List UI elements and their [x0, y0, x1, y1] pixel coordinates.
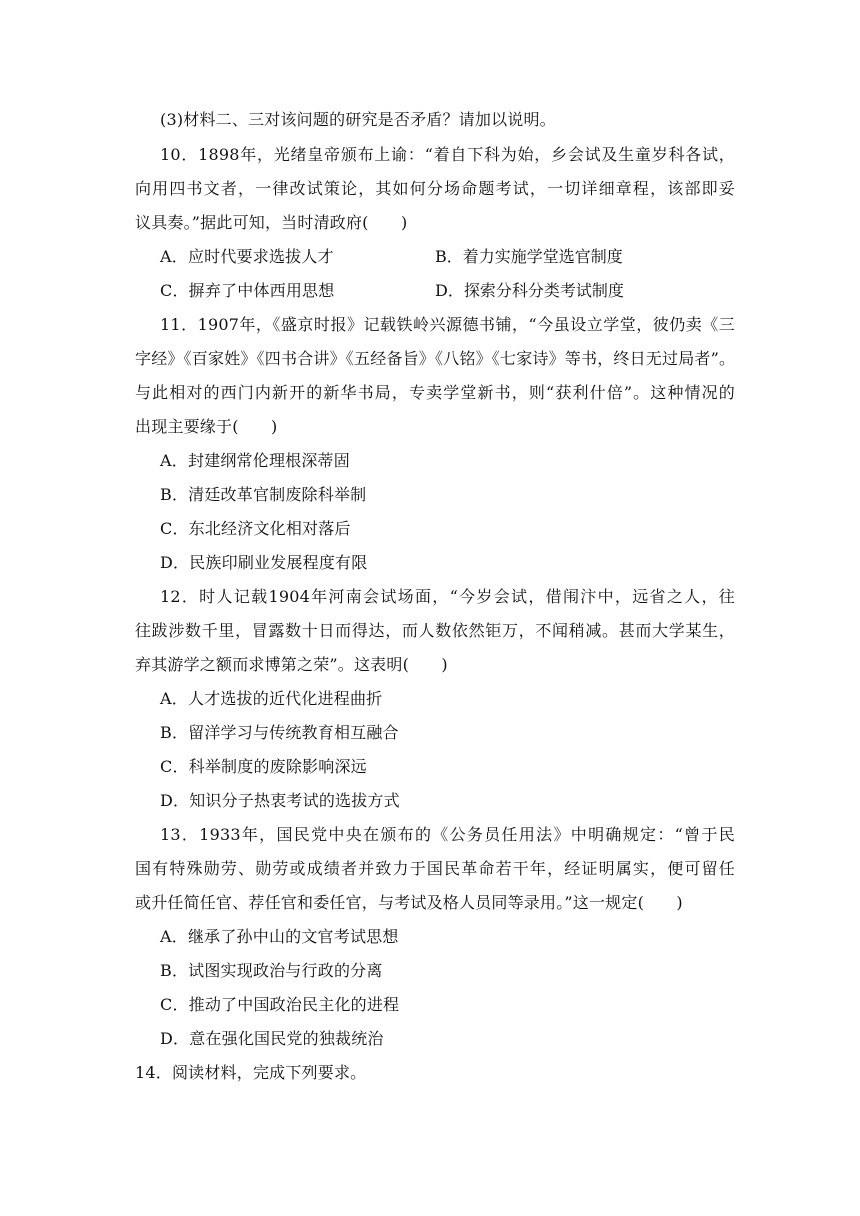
question-12-option-d: D．知识分子热衷考试的选拔方式: [160, 791, 400, 810]
question-13-line-3: 或升任简任官、荐任官和委任官，与考试及格人员同等录用。”这一规定( ): [135, 893, 683, 912]
question-10-line-1: 10．1898年，光绪皇帝颁布上谕：“着自下科为始，乡会试及生童岁科各试，: [160, 145, 735, 164]
question-11-option-d: D．民族印刷业发展程度有限: [160, 553, 368, 572]
question-10-line-3: 议具奏。”据此可知，当时清政府( ): [135, 213, 408, 232]
question-11-option-a: A．封建纲常伦理根深蒂固: [160, 451, 350, 470]
question-13-line-1: 13．1933年，国民党中央在颁布的《公务员任用法》中明确规定：“曾于民: [160, 825, 735, 844]
question-13-option-b: B．试图实现政治与行政的分离: [160, 961, 383, 980]
question-12-line-3: 弃其游学之额而求博第之荣”。这表明( ): [135, 655, 448, 674]
question-10-option-c: C．摒弃了中体西用思想: [160, 281, 335, 300]
question-10-option-a: A．应时代要求选拔人才: [160, 247, 334, 266]
question-10-option-b: B．着力实施学堂选官制度: [435, 247, 623, 266]
question-14-stem: 14．阅读材料，完成下列要求。: [135, 1063, 367, 1082]
sub-question-3: (3)材料二、三对该问题的研究是否矛盾？请加以说明。: [160, 110, 556, 129]
question-12-option-a: A．人才选拔的近代化进程曲折: [160, 689, 383, 708]
question-10-option-d: D．探索分科分类考试制度: [435, 281, 624, 300]
question-12-line-2: 往跋涉数千里，冒露数十日而得达，而人数依然钜万，不闻稍减。甚而大学某生，: [135, 621, 735, 640]
question-11-line-3: 与此相对的西门内新开的新华书局，专卖学堂新书，则“获利什倍”。这种情况的: [135, 383, 735, 402]
question-11-option-b: B．清廷改革官制废除科举制: [160, 485, 367, 504]
question-13-line-2: 国有特殊勋劳、勋劳或成绩者并致力于国民革命若干年，经证明属实，便可留任: [135, 859, 735, 878]
question-12-option-c: C．科举制度的废除影响深远: [160, 757, 367, 776]
question-12-option-b: B．留洋学习与传统教育相互融合: [160, 723, 399, 742]
question-11-line-1: 11．1907年，《盛京时报》记载铁岭兴源德书铺，“今虽设立学堂，彼仍卖《三: [160, 315, 735, 334]
question-11-option-c: C．东北经济文化相对落后: [160, 519, 351, 538]
question-13-option-a: A．继承了孙中山的文官考试思想: [160, 927, 399, 946]
question-12-line-1: 12．时人记载1904年河南会试场面，“今岁会试，借闱汴中，远省之人，往: [160, 587, 735, 606]
question-11-line-4: 出现主要缘于( ): [135, 417, 278, 436]
question-13-option-c: C．推动了中国政治民主化的进程: [160, 995, 400, 1014]
question-13-option-d: D．意在强化国民党的独裁统治: [160, 1029, 384, 1048]
question-10-line-2: 向用四书文者，一律改试策论，其如何分场命题考试，一切详细章程，该部即妥: [135, 179, 735, 198]
question-11-line-2: 字经》《百家姓》《四书合讲》《五经备旨》《八铭》《七家诗》等书，终日无过局者”。: [135, 349, 736, 368]
